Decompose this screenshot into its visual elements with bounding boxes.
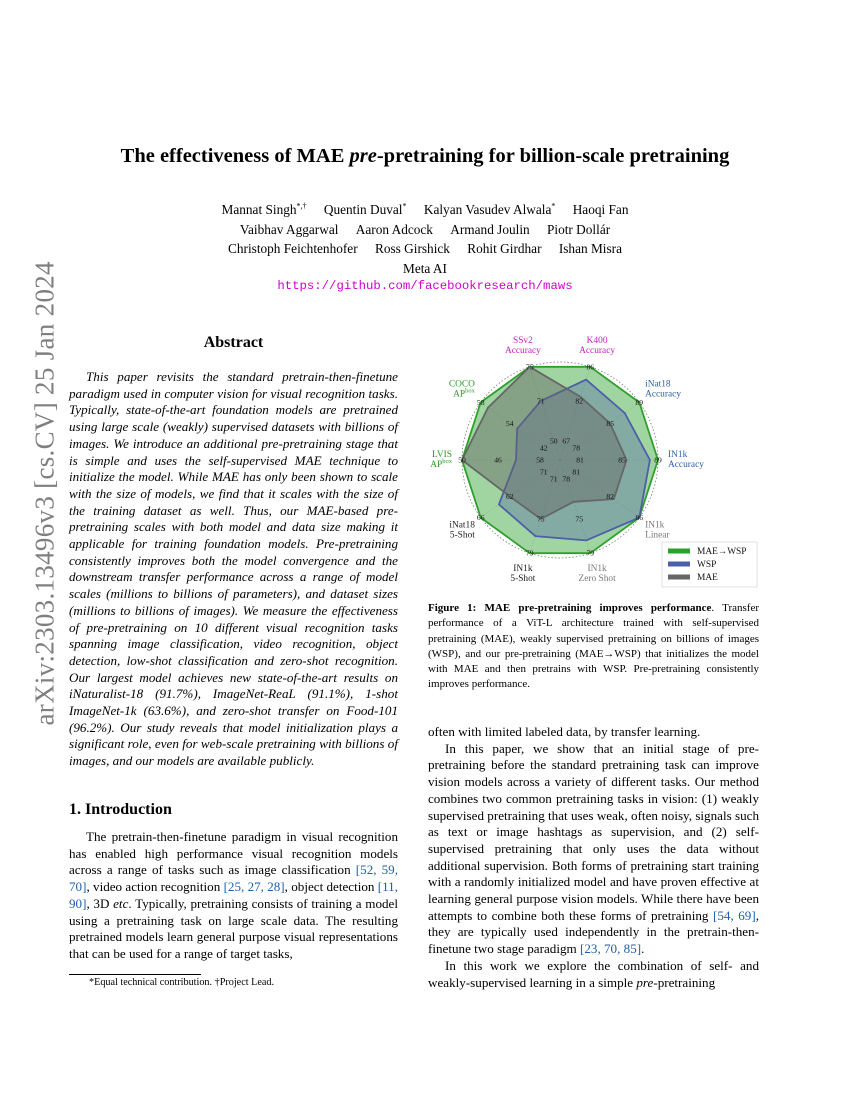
axis-name-line: Accuracy	[579, 345, 616, 356]
author: Aaron Adcock	[355, 222, 433, 237]
axis-name-line: $AP^{box}$	[453, 387, 475, 400]
axis-origin-label: 67	[562, 436, 570, 446]
text-span: In this work we explore the combination of self- and weakly-supervised learning in a simple	[428, 957, 759, 990]
axis-name-line: LVIS	[432, 450, 452, 460]
axis-origin-label: 78	[572, 443, 580, 453]
axis-origin-label: 42	[540, 443, 548, 453]
citation-link[interactable]: [54, 69]	[713, 907, 756, 923]
axis-tick-label: 75	[575, 514, 583, 524]
axis-name-line: IN1k	[645, 520, 665, 531]
author: Armand Joulin	[450, 222, 530, 237]
legend-swatch	[668, 575, 690, 580]
axis-tick-label: 82	[575, 396, 583, 406]
axis-name-label	[578, 564, 616, 584]
axis-name-label	[645, 521, 670, 541]
author-row-3	[0, 241, 850, 257]
axis-origin-label: 71	[550, 474, 558, 484]
axis-tick-label: 82	[606, 491, 614, 501]
axis-tick-label: 66	[476, 513, 485, 523]
legend-swatch	[668, 562, 690, 567]
axis-origin-label: 78	[562, 474, 570, 484]
axis-tick-label: 58	[476, 397, 485, 407]
axis-tick-label: 86	[586, 362, 595, 372]
text-span: -pretraining	[653, 974, 716, 990]
author: Piotr Dollár	[547, 222, 611, 237]
author: Haoqi Fan	[572, 202, 629, 218]
axis-name-line: IN1k	[513, 564, 533, 575]
caption-title: MAE pre-pretraining improves performance	[484, 602, 712, 614]
title-emphasis: pre	[349, 145, 377, 167]
axis-tick-label: 46	[494, 455, 502, 465]
citation-link[interactable]: [23, 70, 85]	[580, 941, 642, 957]
title-prefix: The effectiveness of MAE	[120, 145, 350, 167]
axis-tick-label: 75	[537, 514, 545, 524]
citation-link[interactable]: [11, 90]	[69, 879, 398, 911]
axis-name-line: K400	[586, 335, 608, 346]
axis-name-line: 5-Shot	[510, 574, 536, 585]
axis-name-label	[668, 450, 704, 470]
legend-label: MAE→WSP	[697, 547, 747, 557]
axis-name-line: iNat18	[645, 379, 671, 390]
caption-label: Figure 1:	[428, 602, 477, 614]
author-row-1	[0, 202, 850, 218]
radar-chart	[420, 334, 765, 589]
author: Quentin Duval*	[323, 202, 407, 218]
paragraph: often with limited labeled data, by transfer learning.	[428, 724, 701, 739]
legend-label: MAE	[697, 573, 718, 583]
axis-name-line: $AP^{box}$	[430, 458, 452, 470]
abstract-text: This paper revisits the standard pretrain-then-finetune paradigm used in computer vision for visual recognition tasks. Typically, state-of-the-art foundation models are pretrained using large scale (weakly) supervised datasets with billions of images. We introduce an additional pre-pretraining stage that is simple and uses the self-supervised MAE technique to initialize the model. While MAE has only been shown to scale with the size of models, we find that it scales with the size of the training dataset as well. Thus, our MAE-based pre-pretraining scales with both model and data size making it applicable for training foundation models. Pre-pretraining consistently improves both the model convergence and the downstream transfer performance across a range of model scales (millions to billions of parameters), and dataset sizes (millions to billions of images). We measure the effectiveness of pre-pretraining on 10 different visual recognition tasks spanning image classification, video recognition, object detection, low-shot classification and zero-shot recognition. Our largest model achieves new state-of-the-art results on iNaturalist-18 (91.7%), ImageNet-ReaL (91.1%), 1-shot ImageNet-1k (63.6%), and zero-shot transfer on Food-101 (96.2%). Our study reveals that model initialization plays a significant role, even for web-scale pretraining with billions of images, and our models are available publicly.	[69, 369, 398, 769]
axis-name-line: Zero Shot	[578, 574, 616, 585]
paragraph	[428, 958, 759, 991]
arxiv-identifier-stamp: arXiv:2303.13496v3 [cs.CV] 25 Jan 2024	[29, 261, 60, 726]
text-span: .	[641, 941, 645, 957]
title-suffix: -pretraining for billion-scale pretraining	[376, 145, 730, 167]
axis-tick-label: 71	[537, 396, 545, 406]
intro-text-span: . Typically, pretraining consists of training a model using a pretraining task on large scale data. The resulting pretrained models learn general purpose visual representations that can be used for a range of target tasks,	[69, 895, 398, 961]
figure-caption	[428, 601, 759, 693]
axis-origin-label: 81	[572, 467, 580, 477]
caption-text: . Transfer performance of a ViT-L architecture trained with self-supervised pretraining (MAE), weakly supervised pretraining on billions of images (WSP), and our pre-pretraining (MAE→WSP) that initializes the model with MAE and then pretrains with WSP. Pre-pretraining consistently improves performance.	[428, 602, 760, 691]
author: Kalyan Vasudev Alwala*	[423, 202, 556, 218]
axis-tick-label: 85	[618, 455, 626, 465]
text-emphasis: pre	[636, 974, 654, 990]
axis-name-label	[430, 450, 452, 470]
axis-tick-label: 89	[635, 397, 644, 407]
axis-tick-label: 79	[525, 548, 534, 558]
legend-swatch	[668, 549, 690, 554]
axis-name-label	[505, 336, 541, 356]
axis-tick-label: 85	[606, 419, 614, 429]
intro-text-span: , 3D	[86, 895, 114, 911]
axis-tick-label: 54	[506, 419, 514, 429]
axis-tick-label: 50	[458, 455, 466, 465]
introduction-heading: 1. Introduction	[69, 801, 172, 818]
intro-text-span: , video action recognition	[86, 879, 224, 895]
axis-name-label	[510, 564, 535, 584]
axis-name-line: Accuracy	[668, 460, 704, 470]
intro-emphasis: etc	[113, 895, 129, 911]
footnote: *Equal technical contribution. †Project Lead.	[89, 977, 275, 988]
axis-origin-label: 50	[550, 436, 558, 446]
axis-tick-label: 86	[635, 513, 644, 523]
legend-label: WSP	[697, 560, 717, 570]
text-span: In this paper, we show that an initial stage of pre-pretraining before the standard pretraining task can improve vision models across a variety of different tasks. Our method combines two common pretraining tasks in vision: (1) weakly supervised pretraining that uses weak, often noisy, signals such as text or image hashtags as supervision, and (2) self-supervised pretraining that only uses the data without additional supervision. Both forms of pretraining start training with a randomly initialized model and have proven effective at learning general purpose vision models. While there have been attempts to combine both these forms of pretraining	[428, 740, 759, 923]
axis-name-line: SSv2	[512, 335, 533, 346]
repo-link[interactable]: https://github.com/facebookresearch/maws	[277, 279, 573, 293]
axis-name-superscript: box	[465, 387, 475, 395]
right-column-text	[428, 724, 759, 991]
axis-name-label	[579, 336, 615, 356]
axis-name-line: IN1k	[668, 450, 688, 460]
axis-name-line: Accuracy	[504, 345, 541, 356]
axis-name-line: iNat18	[449, 520, 475, 531]
author: Ishan Misra	[558, 241, 622, 256]
author-row-2	[0, 222, 850, 238]
author: Christoph Feichtenhofer	[228, 241, 358, 256]
paragraph	[428, 741, 759, 958]
author: Rohit Girdhar	[467, 241, 542, 256]
axis-name-line: Accuracy	[645, 389, 682, 400]
abstract-heading: Abstract	[203, 334, 264, 351]
paper-title	[0, 145, 850, 168]
axis-name-line: IN1k	[587, 564, 607, 575]
introduction-text	[69, 829, 398, 963]
affiliation: Meta AI	[403, 261, 447, 276]
axis-name-label	[645, 380, 681, 400]
citation-link[interactable]: [25, 27, 28]	[223, 879, 285, 895]
axis-tick-label: 75	[525, 362, 534, 372]
axis-name-line: COCO	[448, 379, 475, 390]
footnote-divider	[69, 974, 201, 975]
author: Vaibhav Aggarwal	[239, 222, 339, 237]
intro-text-span: The pretrain-then-finetune paradigm in visual recognition has enabled high performance visual recognition models across a range of tasks such as image classification	[69, 829, 398, 878]
axis-tick-label: 89	[654, 455, 662, 465]
axis-name-superscript: box	[442, 458, 452, 465]
intro-text-span: , object detection	[284, 879, 378, 895]
text-span: , they are typically used independently in the pretrain-then-finetune two stage paradigm	[428, 907, 759, 957]
axis-name-label	[449, 380, 476, 400]
axis-name-line: 5-Shot	[449, 530, 475, 541]
axis-name-label	[449, 521, 475, 541]
author: Mannat Singh*,†	[221, 202, 307, 218]
citation-link[interactable]: [52, 59, 70]	[69, 862, 398, 895]
axis-name-line: Linear	[645, 530, 670, 541]
axis-origin-label: 71	[540, 467, 548, 477]
axis-tick-label: 62	[506, 491, 514, 501]
axis-origin-label: 81	[576, 455, 584, 465]
axis-tick-label: 79	[586, 548, 595, 558]
author: Ross Girshick	[374, 241, 450, 256]
axis-origin-label: 58	[536, 455, 544, 465]
